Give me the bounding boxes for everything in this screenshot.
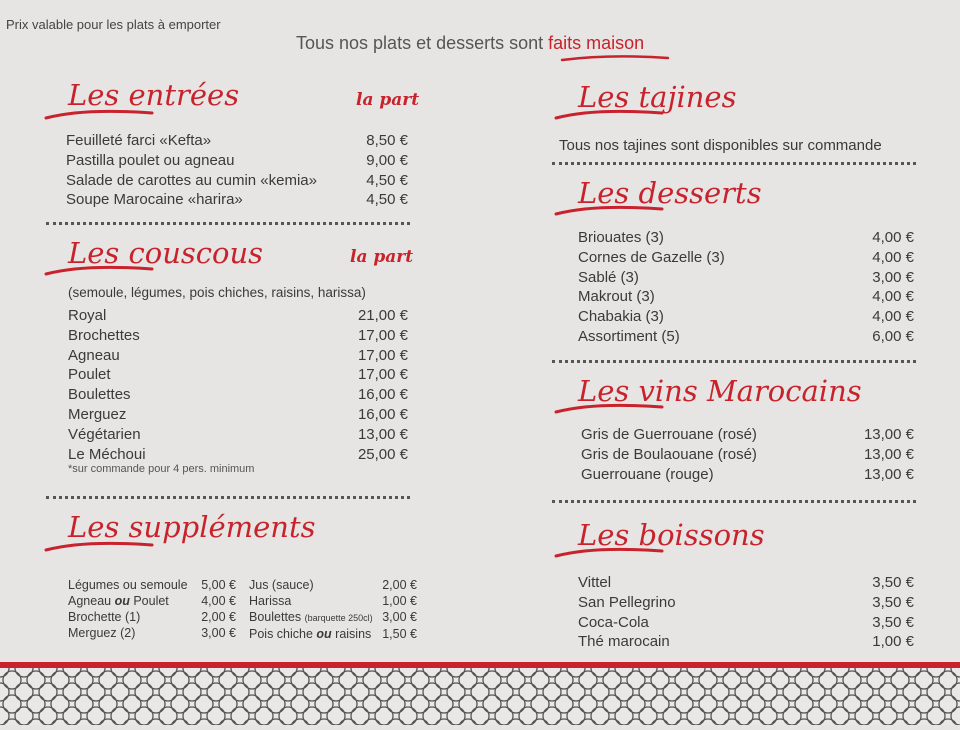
item-name: Assortiment (5): [578, 327, 680, 345]
vins-list: [581, 425, 914, 484]
list-item: [66, 190, 408, 210]
list-item: [578, 573, 914, 593]
divider: [552, 162, 916, 165]
supplements-title: Les suppléments: [68, 510, 316, 544]
item-name: San Pellegrino: [578, 593, 676, 611]
list-item: Légumes ou semoule 5,00 €: [68, 578, 236, 592]
tagline-swoosh-icon: [560, 52, 672, 66]
item-price: 4,00 €: [872, 288, 914, 306]
list-item: [68, 346, 408, 366]
item-name: Makrout (3): [578, 288, 655, 306]
couscous-title: Les couscous: [68, 236, 264, 270]
item-price: 4,00 €: [872, 229, 914, 246]
desserts-list: [578, 228, 914, 347]
item-price: 25,00 €: [357, 445, 408, 463]
couscous-description: (semoule, légumes, pois chiches, raisins, harissa): [68, 285, 366, 300]
list-item: [68, 365, 408, 385]
list-item: [68, 445, 408, 465]
item-name: Gris de Boulaouane (rosé): [581, 445, 757, 463]
item-price: 13,00 €: [863, 426, 914, 443]
item-price: 13,00 €: [357, 425, 408, 443]
tajines-swoosh-icon: [554, 104, 664, 126]
item-name: Chabakia (3): [578, 308, 664, 326]
list-item: [68, 405, 408, 425]
list-item: Brochette (1) 2,00 €: [68, 610, 236, 624]
tagline: [296, 33, 644, 54]
entrees-list: [66, 131, 408, 210]
supplements-right: [249, 577, 417, 642]
item-price: 16,00 €: [357, 405, 408, 423]
couscous-footnote: *sur commande pour 4 pers. minimum: [68, 463, 255, 475]
list-item: [578, 593, 914, 613]
item-price: 21,00 €: [357, 307, 408, 324]
supplements-swoosh-icon: [44, 536, 154, 558]
list-item: [578, 613, 914, 633]
item-price: 4,50 €: [366, 191, 408, 209]
list-item: [578, 268, 914, 288]
item-name: Brochettes: [68, 326, 140, 344]
item-price: 17,00 €: [357, 346, 408, 364]
item-price: 1,00 €: [872, 633, 914, 651]
item-price: 17,00 €: [357, 326, 408, 344]
list-item: [66, 131, 408, 151]
vins-title: Les vins Marocains: [578, 374, 862, 408]
list-item: [578, 307, 914, 327]
list-item: [581, 425, 914, 445]
list-item: [578, 287, 914, 307]
item-name: Sablé (3): [578, 268, 639, 286]
price-note: Prix valable pour les plats à emporter: [6, 17, 221, 32]
tagline-prefix: Tous nos plats et desserts sont: [296, 33, 549, 53]
item-name: Briouates (3): [578, 229, 664, 246]
item-price: 13,00 €: [863, 445, 914, 463]
divider: [552, 500, 916, 503]
couscous-swoosh-icon: [44, 260, 154, 282]
item-name: Merguez: [68, 405, 127, 423]
item-price: 6,00 €: [872, 327, 914, 345]
item-price: 3,50 €: [872, 593, 914, 611]
item-name: Cornes de Gazelle (3): [578, 248, 725, 266]
item-name: Pastilla poulet ou agneau: [66, 151, 235, 169]
entrees-unit: la part: [356, 90, 420, 110]
list-item: [578, 248, 914, 268]
item-price: 16,00 €: [357, 386, 408, 404]
desserts-title: Les desserts: [578, 176, 762, 210]
list-item: [68, 425, 408, 445]
list-item: Harissa 1,00 €: [249, 594, 417, 608]
item-price: 13,00 €: [863, 465, 914, 483]
tajines-title: Les tajines: [578, 80, 737, 114]
list-item: [578, 632, 914, 652]
list-item: [66, 171, 408, 191]
list-item: Jus (sauce) 2,00 €: [249, 578, 417, 592]
list-item: Merguez (2) 3,00 €: [68, 626, 236, 640]
item-name: Royal: [68, 307, 107, 324]
list-item: [581, 445, 914, 465]
entrees-title: Les entrées: [68, 78, 240, 112]
item-name: Soupe Marocaine «harira»: [66, 191, 243, 209]
list-item: [578, 327, 914, 347]
list-item: [68, 306, 408, 326]
item-name: Boulettes: [68, 386, 131, 404]
item-name: Agneau: [68, 346, 120, 364]
boissons-title: Les boissons: [578, 518, 765, 552]
item-name: Guerrouane (rouge): [581, 465, 714, 483]
desserts-swoosh-icon: [554, 200, 664, 222]
couscous-list: [68, 306, 408, 464]
item-price: 3,50 €: [872, 574, 914, 591]
divider: [46, 496, 410, 499]
item-price: 17,00 €: [357, 366, 408, 384]
entrees-swoosh-icon: [44, 104, 154, 126]
tajines-note: Tous nos tajines sont disponibles sur commande: [559, 137, 882, 154]
footer-pattern: [0, 668, 960, 725]
list-item: [68, 385, 408, 405]
item-price: 4,00 €: [872, 308, 914, 326]
supplements-left: [68, 577, 236, 641]
vins-swoosh-icon: [554, 398, 664, 420]
item-name: Thé marocain: [578, 633, 670, 651]
boissons-list: [578, 573, 914, 652]
item-name: Gris de Guerrouane (rosé): [581, 426, 757, 443]
item-price: 8,50 €: [366, 132, 408, 149]
list-item: [66, 151, 408, 171]
item-price: 3,50 €: [872, 613, 914, 631]
divider: [552, 360, 916, 363]
list-item: Boulettes (barquette 250cl) 3,00 €: [249, 610, 417, 624]
tagline-highlight: faits maison: [548, 33, 645, 53]
divider: [46, 222, 410, 225]
item-price: 4,00 €: [872, 248, 914, 266]
list-item: Agneau ou Poulet 4,00 €: [68, 594, 236, 608]
couscous-unit: la part: [350, 247, 414, 267]
item-name: Coca-Cola: [578, 613, 649, 631]
list-item: Pois chiche ou raisins 1,50 €: [249, 627, 417, 641]
item-price: 3,00 €: [872, 268, 914, 286]
item-price: 9,00 €: [366, 151, 408, 169]
list-item: [581, 465, 914, 485]
boissons-swoosh-icon: [554, 542, 664, 564]
item-name: Poulet: [68, 366, 111, 384]
item-name: Le Méchoui: [68, 445, 146, 463]
item-name: Salade de carottes au cumin «kemia»: [66, 171, 317, 189]
item-name: Feuilleté farci «Kefta»: [66, 132, 212, 149]
item-name: Vittel: [578, 574, 612, 591]
list-item: [578, 228, 914, 248]
list-item: [68, 326, 408, 346]
moroccan-pattern-icon: [0, 668, 960, 725]
item-price: 4,50 €: [366, 171, 408, 189]
item-name: Végétarien: [68, 425, 141, 443]
